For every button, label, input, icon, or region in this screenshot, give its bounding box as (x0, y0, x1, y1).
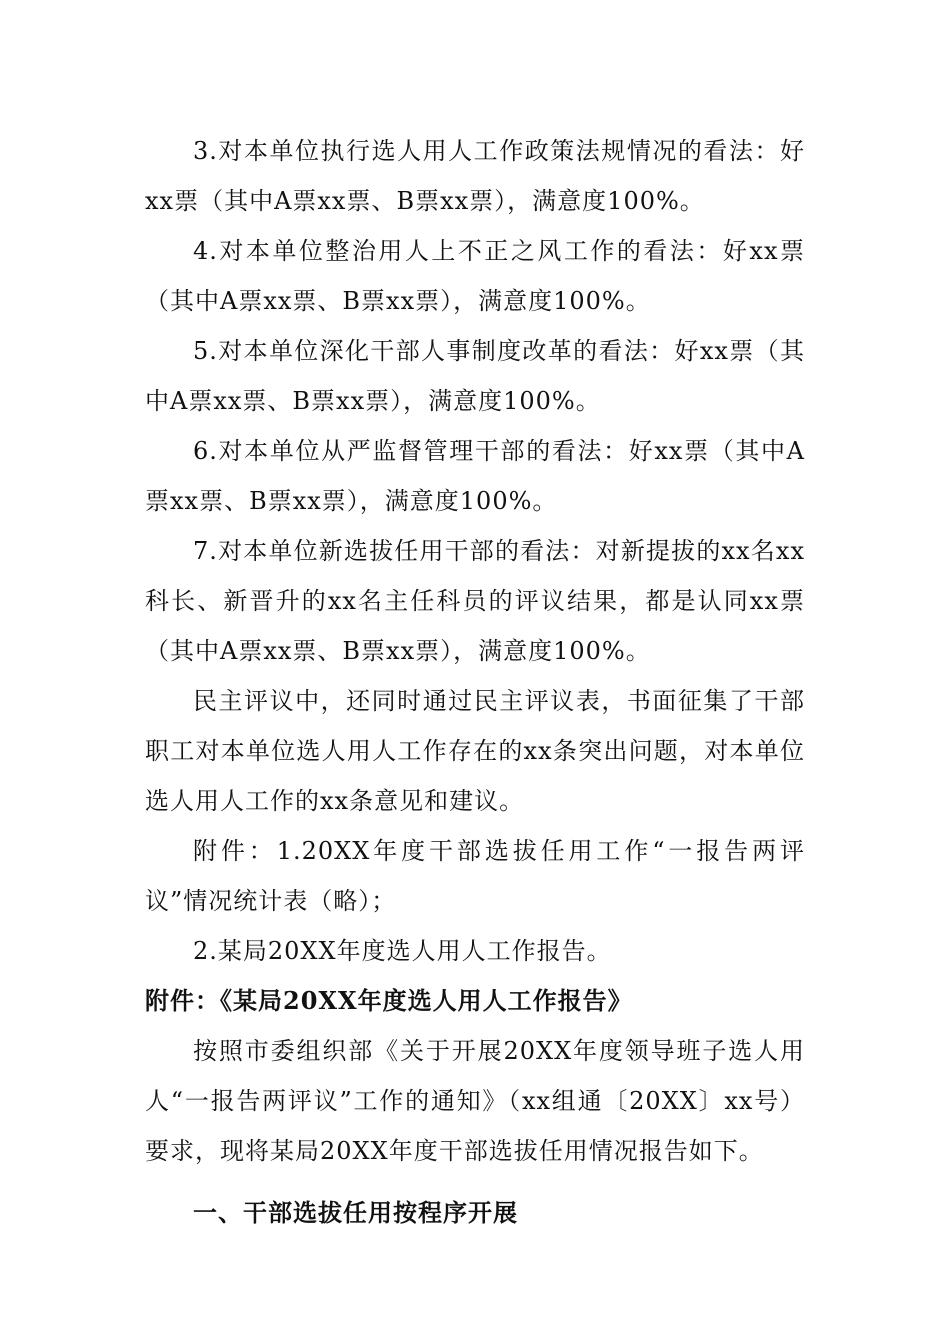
paragraph-attachment-1: 附件：1.20XX年度干部选拔任用工作“一报告两评议”情况统计表（略）； (145, 837, 805, 915)
intro-paragraph: 按照市委组织部《关于开展20XX年度领导班子选人用人“一报告两评议”工作的通知》（xx组通〔20XX〕xx号）要求，现将某局20XX年度干部选拔任用情况报告如下。 (145, 1037, 805, 1165)
paragraph-attachment-2: 2.某局20XX年度选人用人工作报告。 (193, 937, 612, 965)
paragraph-democratic-review: 民主评议中，还同时通过民主评议表，书面征集了干部职工对本单位选人用人工作存在的xx条突出问题，对本单位选人用人工作的xx条意见和建议。 (145, 687, 805, 815)
document-body (145, 126, 805, 1238)
paragraph-item-4: 4.对本单位整治用人上不正之风工作的看法：好xx票（其中A票xx票、B票xx票），满意度100%。 (145, 237, 805, 315)
section-heading: 一、干部选拔任用按程序开展 (193, 1198, 518, 1227)
paragraph-item-7: 7.对本单位新选拔任用干部的看法：对新提拔的xx名xx科长、新晋升的xx名主任科员的评议结果，都是认同xx票（其中A票xx票、B票xx票），满意度100%。 (145, 537, 805, 665)
paragraph-item-3: 3.对本单位执行选人用人工作政策法规情况的看法：好xx票（其中A票xx票、B票xx票），满意度100%。 (145, 137, 805, 215)
paragraph-item-6: 6.对本单位从严监督管理干部的看法：好xx票（其中A票xx票、B票xx票），满意度100%。 (145, 437, 805, 515)
attachment-heading: 附件：《某局20XX年度选人用人工作报告》 (145, 986, 633, 1015)
paragraph-item-5: 5.对本单位深化干部人事制度改革的看法：好xx票（其中A票xx票、B票xx票），满意度100%。 (145, 337, 805, 415)
